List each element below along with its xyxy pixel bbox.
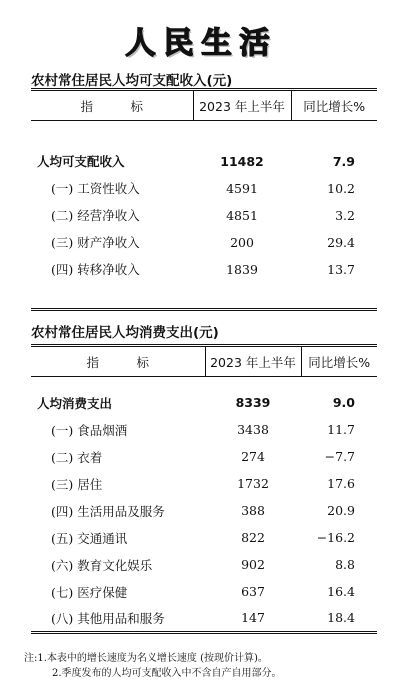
- row-label: (一) 工资性收入: [51, 181, 140, 196]
- row-label: (八) 其他用品和服务: [31, 605, 205, 632]
- row-growth: 16.4: [327, 584, 355, 599]
- row-value: 8339: [235, 395, 271, 410]
- row-label: (二) 衣着: [51, 449, 103, 465]
- row-label: (五) 交通通讯: [51, 530, 128, 546]
- row-value: 1839: [226, 261, 258, 277]
- table-row: [31, 443, 377, 470]
- income-table: [31, 88, 377, 311]
- row-growth: 10.2: [327, 180, 355, 196]
- row-value: 274: [241, 449, 265, 464]
- table-row: [31, 524, 377, 551]
- table-row: [31, 578, 377, 605]
- row-value: 4591: [226, 180, 258, 196]
- row-value: 3438: [237, 422, 269, 437]
- table-row: [31, 416, 377, 443]
- header-indicator: 指 标: [31, 346, 205, 377]
- row-label: 人均可支配收入: [37, 154, 125, 169]
- row-label: (六) 教育文化娱乐: [51, 557, 153, 573]
- income-table-title: 农村常住居民人均可支配收入(元): [31, 73, 233, 89]
- row-value: 200: [230, 234, 254, 250]
- row-label: 人均消费支出: [37, 395, 113, 411]
- table-row: [31, 202, 377, 229]
- row-value: 1732: [237, 476, 269, 491]
- row-growth: −7.7: [324, 449, 355, 464]
- row-value: 4851: [226, 207, 258, 223]
- row-value: 147: [205, 605, 301, 632]
- table-row: [31, 256, 377, 283]
- row-value: 637: [241, 584, 265, 599]
- income-header-row: [31, 90, 377, 121]
- table-row: [31, 229, 377, 256]
- row-growth: 13.7: [327, 261, 355, 277]
- row-growth: 17.6: [327, 476, 355, 491]
- note-line-2: 2.季度发布的人均可支配收入中不含自产自用部分。: [52, 668, 282, 679]
- consumption-header-row: [31, 346, 377, 377]
- row-label: (三) 居住: [51, 476, 103, 492]
- row-growth: 3.2: [335, 207, 355, 223]
- row-growth: −16.2: [316, 530, 355, 545]
- header-growth: 同比增长%: [291, 90, 377, 121]
- row-value: 388: [241, 503, 265, 518]
- consumption-table: [31, 344, 377, 634]
- header-period: 2023 年上半年: [193, 90, 291, 121]
- row-value: 902: [241, 557, 265, 572]
- row-label: (四) 生活用品及服务: [51, 503, 165, 519]
- row-label: (三) 财产净收入: [51, 235, 140, 250]
- row-growth: 9.0: [332, 395, 355, 410]
- table-row: [31, 470, 377, 497]
- row-label: (七) 医疗保健: [51, 584, 128, 600]
- page-title: 人民生活: [125, 26, 278, 61]
- row-growth: 29.4: [327, 234, 355, 250]
- row-label: (一) 食品烟酒: [51, 422, 128, 438]
- note-line-1: 注:1.本表中的增长速度为名义增长速度 (按现价计算)。: [24, 653, 268, 664]
- table-row: [31, 389, 377, 416]
- header-growth: 同比增长%: [301, 346, 377, 377]
- table-row: [31, 175, 377, 202]
- table-notes: [24, 651, 282, 681]
- row-label: (四) 转移净收入: [51, 262, 140, 277]
- row-label: (二) 经营净收入: [51, 208, 140, 223]
- row-value: 11482: [220, 153, 264, 169]
- row-growth: 18.4: [301, 605, 377, 632]
- consumption-table-title: 农村常住居民人均消费支出(元): [31, 325, 219, 341]
- header-indicator: 指 标: [31, 90, 193, 121]
- row-growth: 7.9: [332, 153, 355, 169]
- header-period: 2023 年上半年: [205, 346, 301, 377]
- table-row: [31, 605, 377, 632]
- table-row: [31, 497, 377, 524]
- table-row: [31, 148, 377, 175]
- table-row: [31, 551, 377, 578]
- row-growth: 20.9: [327, 503, 355, 518]
- row-growth: 11.7: [327, 422, 355, 437]
- row-growth: 8.8: [335, 557, 355, 572]
- row-value: 822: [241, 530, 265, 545]
